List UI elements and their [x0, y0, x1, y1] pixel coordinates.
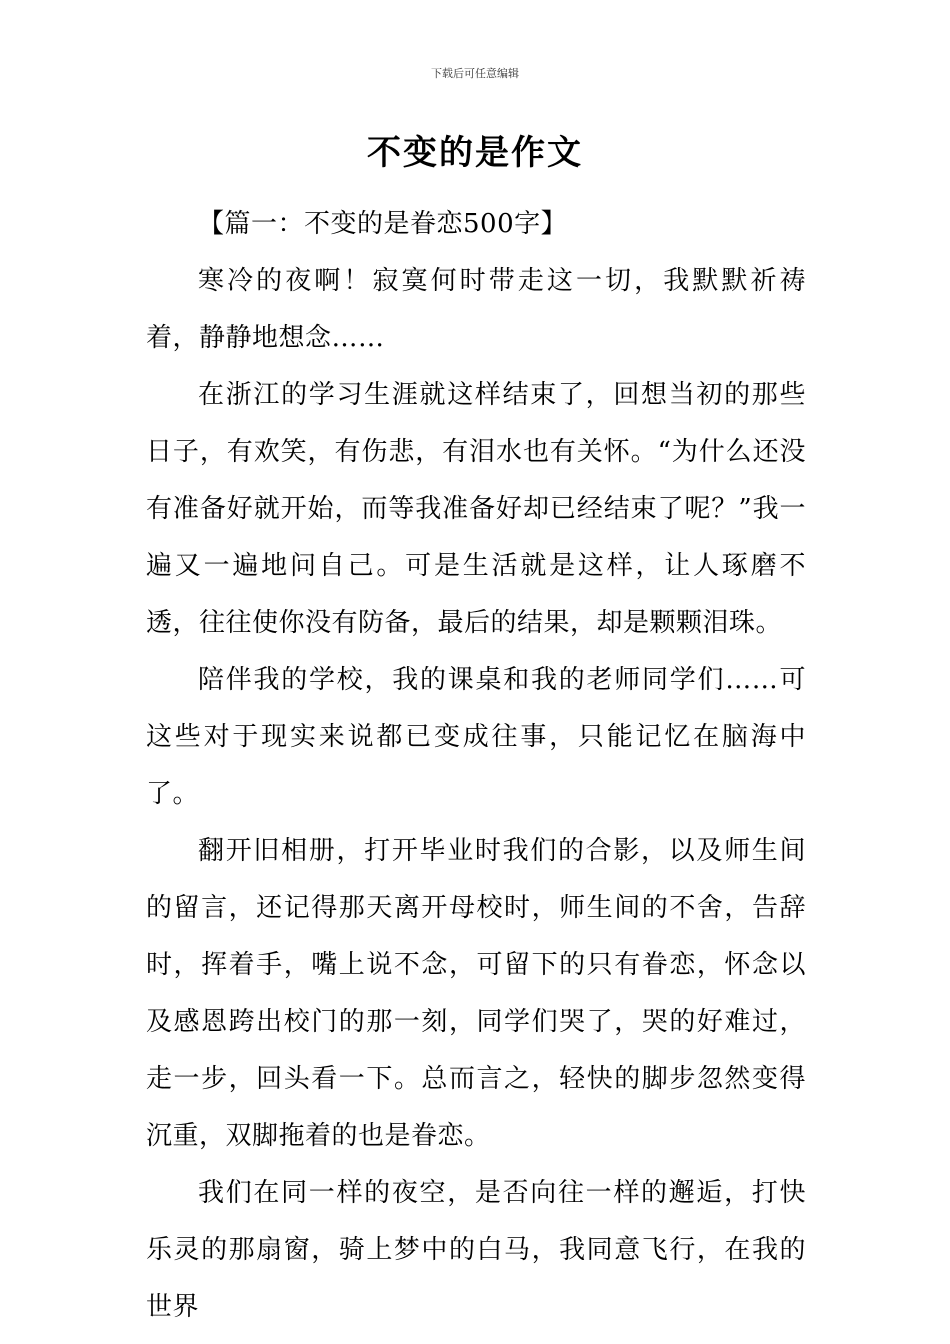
document-title: 不变的是作文	[367, 133, 583, 173]
paragraph: 翻开旧相册，打开毕业时我们的合影，以及师生间的留言，还记得那天离开母校时，师生间的不舍，告辞时，挥着手，嘴上说不念，可留下的只有眷恋，怀念以及感恩跨出校门的那一刻，同学们哭了，哭的好难过，走一步，回头看一下。总而言之，轻快的脚步忽然变得沉重，双脚拖着的也是眷恋。	[146, 836, 806, 1151]
paragraph: 我们在同一样的夜空，是否向往一样的邂逅，打快乐灵的那扇窗，骑上梦中的白马，我同意飞行，在我的世界	[146, 1178, 806, 1322]
paragraph: 寒冷的夜啊！寂寞何时带走这一切，我默默祈祷着，静静地想念……	[146, 266, 806, 353]
section-heading: 【篇一：不变的是眷恋500字】	[198, 209, 568, 239]
paragraph: 陪伴我的学校，我的课桌和我的老师同学们……可这些对于现实来说都已变成往事，只能记忆在脑海中了。	[146, 665, 806, 809]
page-header-note: 下载后可任意编辑	[431, 67, 519, 80]
document-body	[146, 196, 806, 1336]
paragraph: 在浙江的学习生涯就这样结束了，回想当初的那些日子，有欢笑，有伤悲，有泪水也有关怀。“为什么还没有准备好就开始，而等我准备好却已经结束了呢？”我一遍又一遍地问自己。可是生活就是这样，让人琢磨不透，往往使你没有防备，最后的结果，却是颗颗泪珠。	[146, 380, 806, 638]
